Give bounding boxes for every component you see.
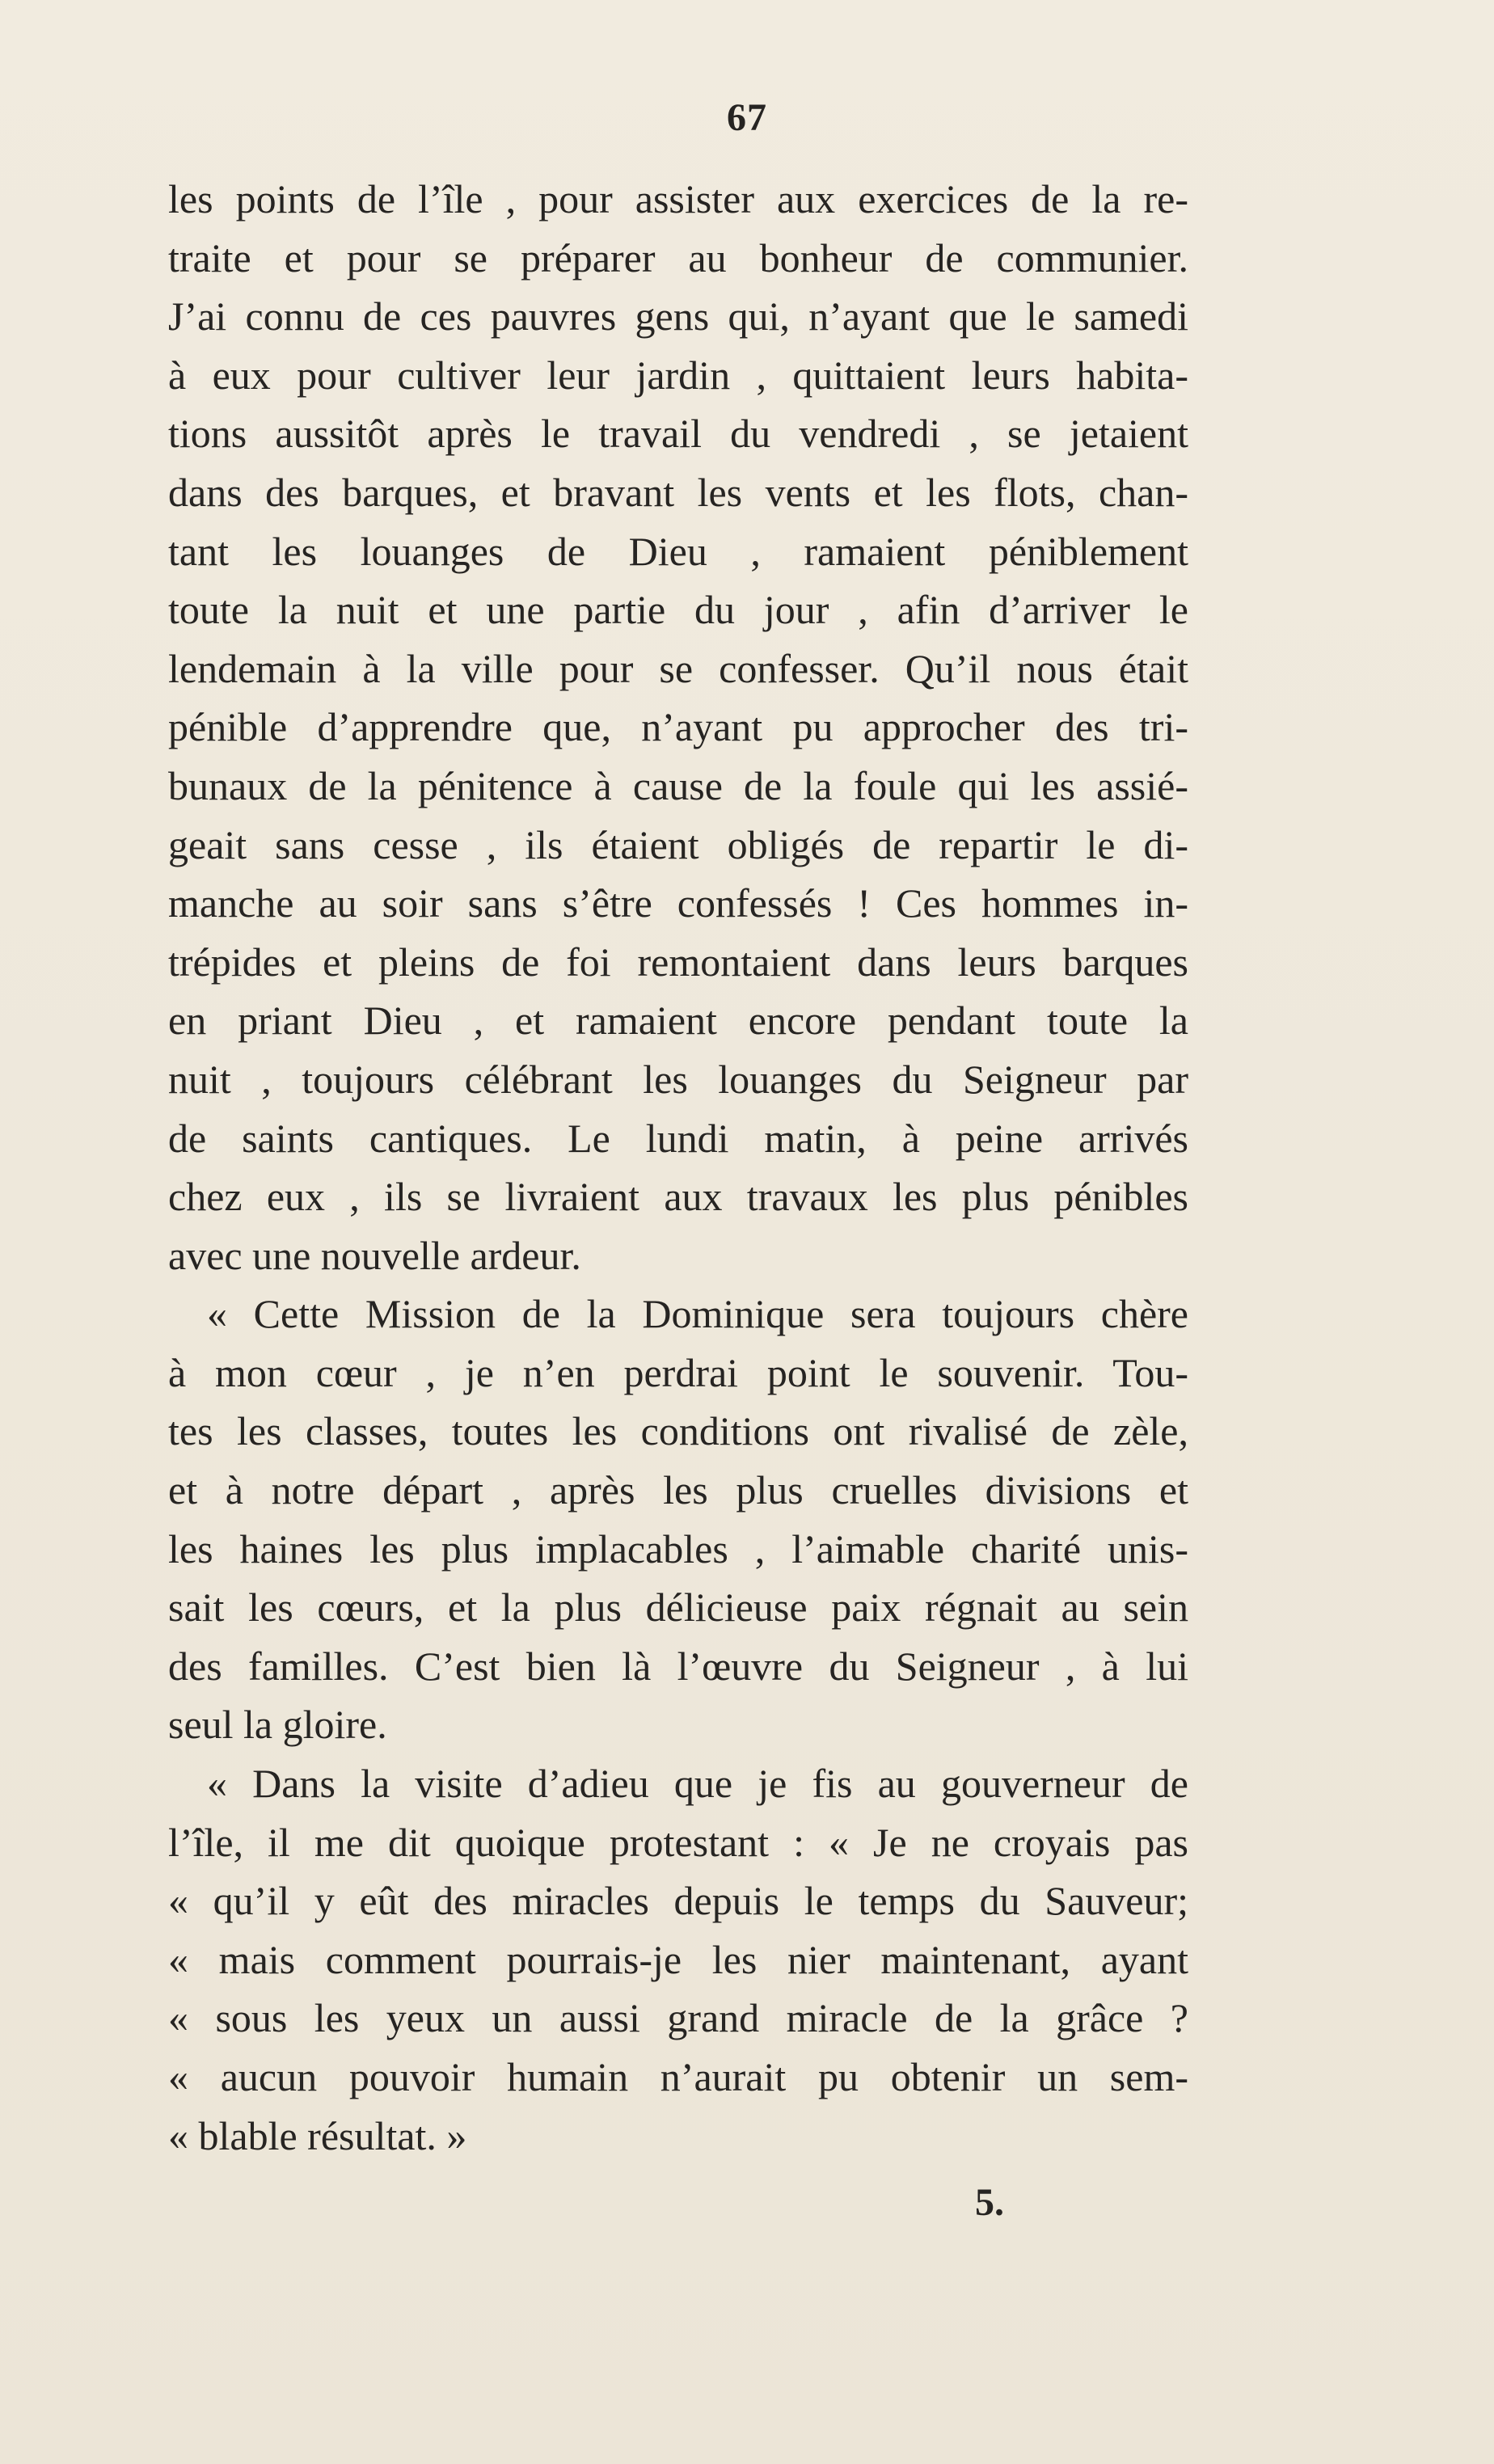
text-line: lendemain à la ville pour se confesser. Qu’il nous était — [168, 645, 1188, 691]
text-line: manche au soir sans s’être confessés ! Ces hommes in- — [168, 880, 1188, 926]
text-line: les haines les plus implacables , l’aimable charité unis- — [168, 1525, 1188, 1572]
text-line: à mon cœur , je n’en perdrai point le souvenir. Tou- — [168, 1349, 1188, 1395]
text-line: tes les classes, toutes les conditions ont rivalisé de zèle, — [168, 1408, 1188, 1454]
text-line: toute la nuit et une partie du jour , afin d’arriver le — [168, 587, 1188, 633]
text-line: « qu’il y eût des miracles depuis le temps du Sauveur; — [168, 1878, 1188, 1924]
text-line: « Cette Mission de la Dominique sera toujours chère — [207, 1291, 1188, 1337]
text-line: nuit , toujours célébrant les louanges du Seigneur par — [168, 1056, 1188, 1102]
text-line: chez eux , ils se livraient aux travaux les plus pénibles — [168, 1174, 1188, 1220]
text-line: « sous les yeux un aussi grand miracle de la grâce ? — [168, 1995, 1188, 2041]
text-line: trépides et pleins de foi remontaient dans leurs barques — [168, 939, 1188, 985]
text-line: traite et pour se préparer au bonheur de communier. — [168, 234, 1188, 281]
text-line: tant les louanges de Dieu , ramaient péniblement — [168, 528, 1188, 574]
text-line: bunaux de la pénitence à cause de la foule qui les assié- — [168, 762, 1188, 808]
text-line: « blable résultat. » — [168, 2112, 467, 2158]
text-line: les points de l’île , pour assister aux exercices de la re- — [168, 176, 1188, 222]
text-line: des familles. C’est bien là l’œuvre du Seigneur , à lui — [168, 1643, 1188, 1689]
text-line: et à notre départ , après les plus cruelles divisions et — [168, 1467, 1188, 1513]
text-line: dans des barques, et bravant les vents et les flots, chan- — [168, 469, 1188, 515]
text-line: avec une nouvelle ardeur. — [168, 1232, 581, 1278]
signature-mark: 5. — [975, 2181, 1004, 2224]
text-line: geait sans cesse , ils étaient obligés de repartir le di- — [168, 821, 1188, 867]
text-line: l’île, il me dit quoique protestant : « Je ne croyais pas — [168, 1819, 1188, 1865]
text-line: « aucun pouvoir humain n’aurait pu obtenir un sem- — [168, 2054, 1188, 2099]
text-line: seul la gloire. — [168, 1702, 387, 1748]
text-line: pénible d’apprendre que, n’ayant pu approcher des tri- — [168, 704, 1188, 750]
text-line: à eux pour cultiver leur jardin , quittaient leurs habita- — [168, 352, 1188, 398]
text-line: de saints cantiques. Le lundi matin, à peine arrivés — [168, 1115, 1188, 1161]
text-line: « mais comment pourrais-je les nier maintenant, ayant — [168, 1936, 1188, 1982]
text-line: J’ai connu de ces pauvres gens qui, n’ayant que le samedi — [168, 293, 1188, 340]
body-text — [168, 170, 1188, 2165]
text-line: sait les cœurs, et la plus délicieuse paix régnait au sein — [168, 1584, 1188, 1631]
page-number: 67 — [727, 96, 767, 139]
text-line: « Dans la visite d’adieu que je fis au gouverneur de — [207, 1761, 1188, 1807]
text-line: en priant Dieu , et ramaient encore pendant toute la — [168, 998, 1188, 1044]
text-line: tions aussitôt après le travail du vendredi , se jetaient — [168, 411, 1188, 457]
